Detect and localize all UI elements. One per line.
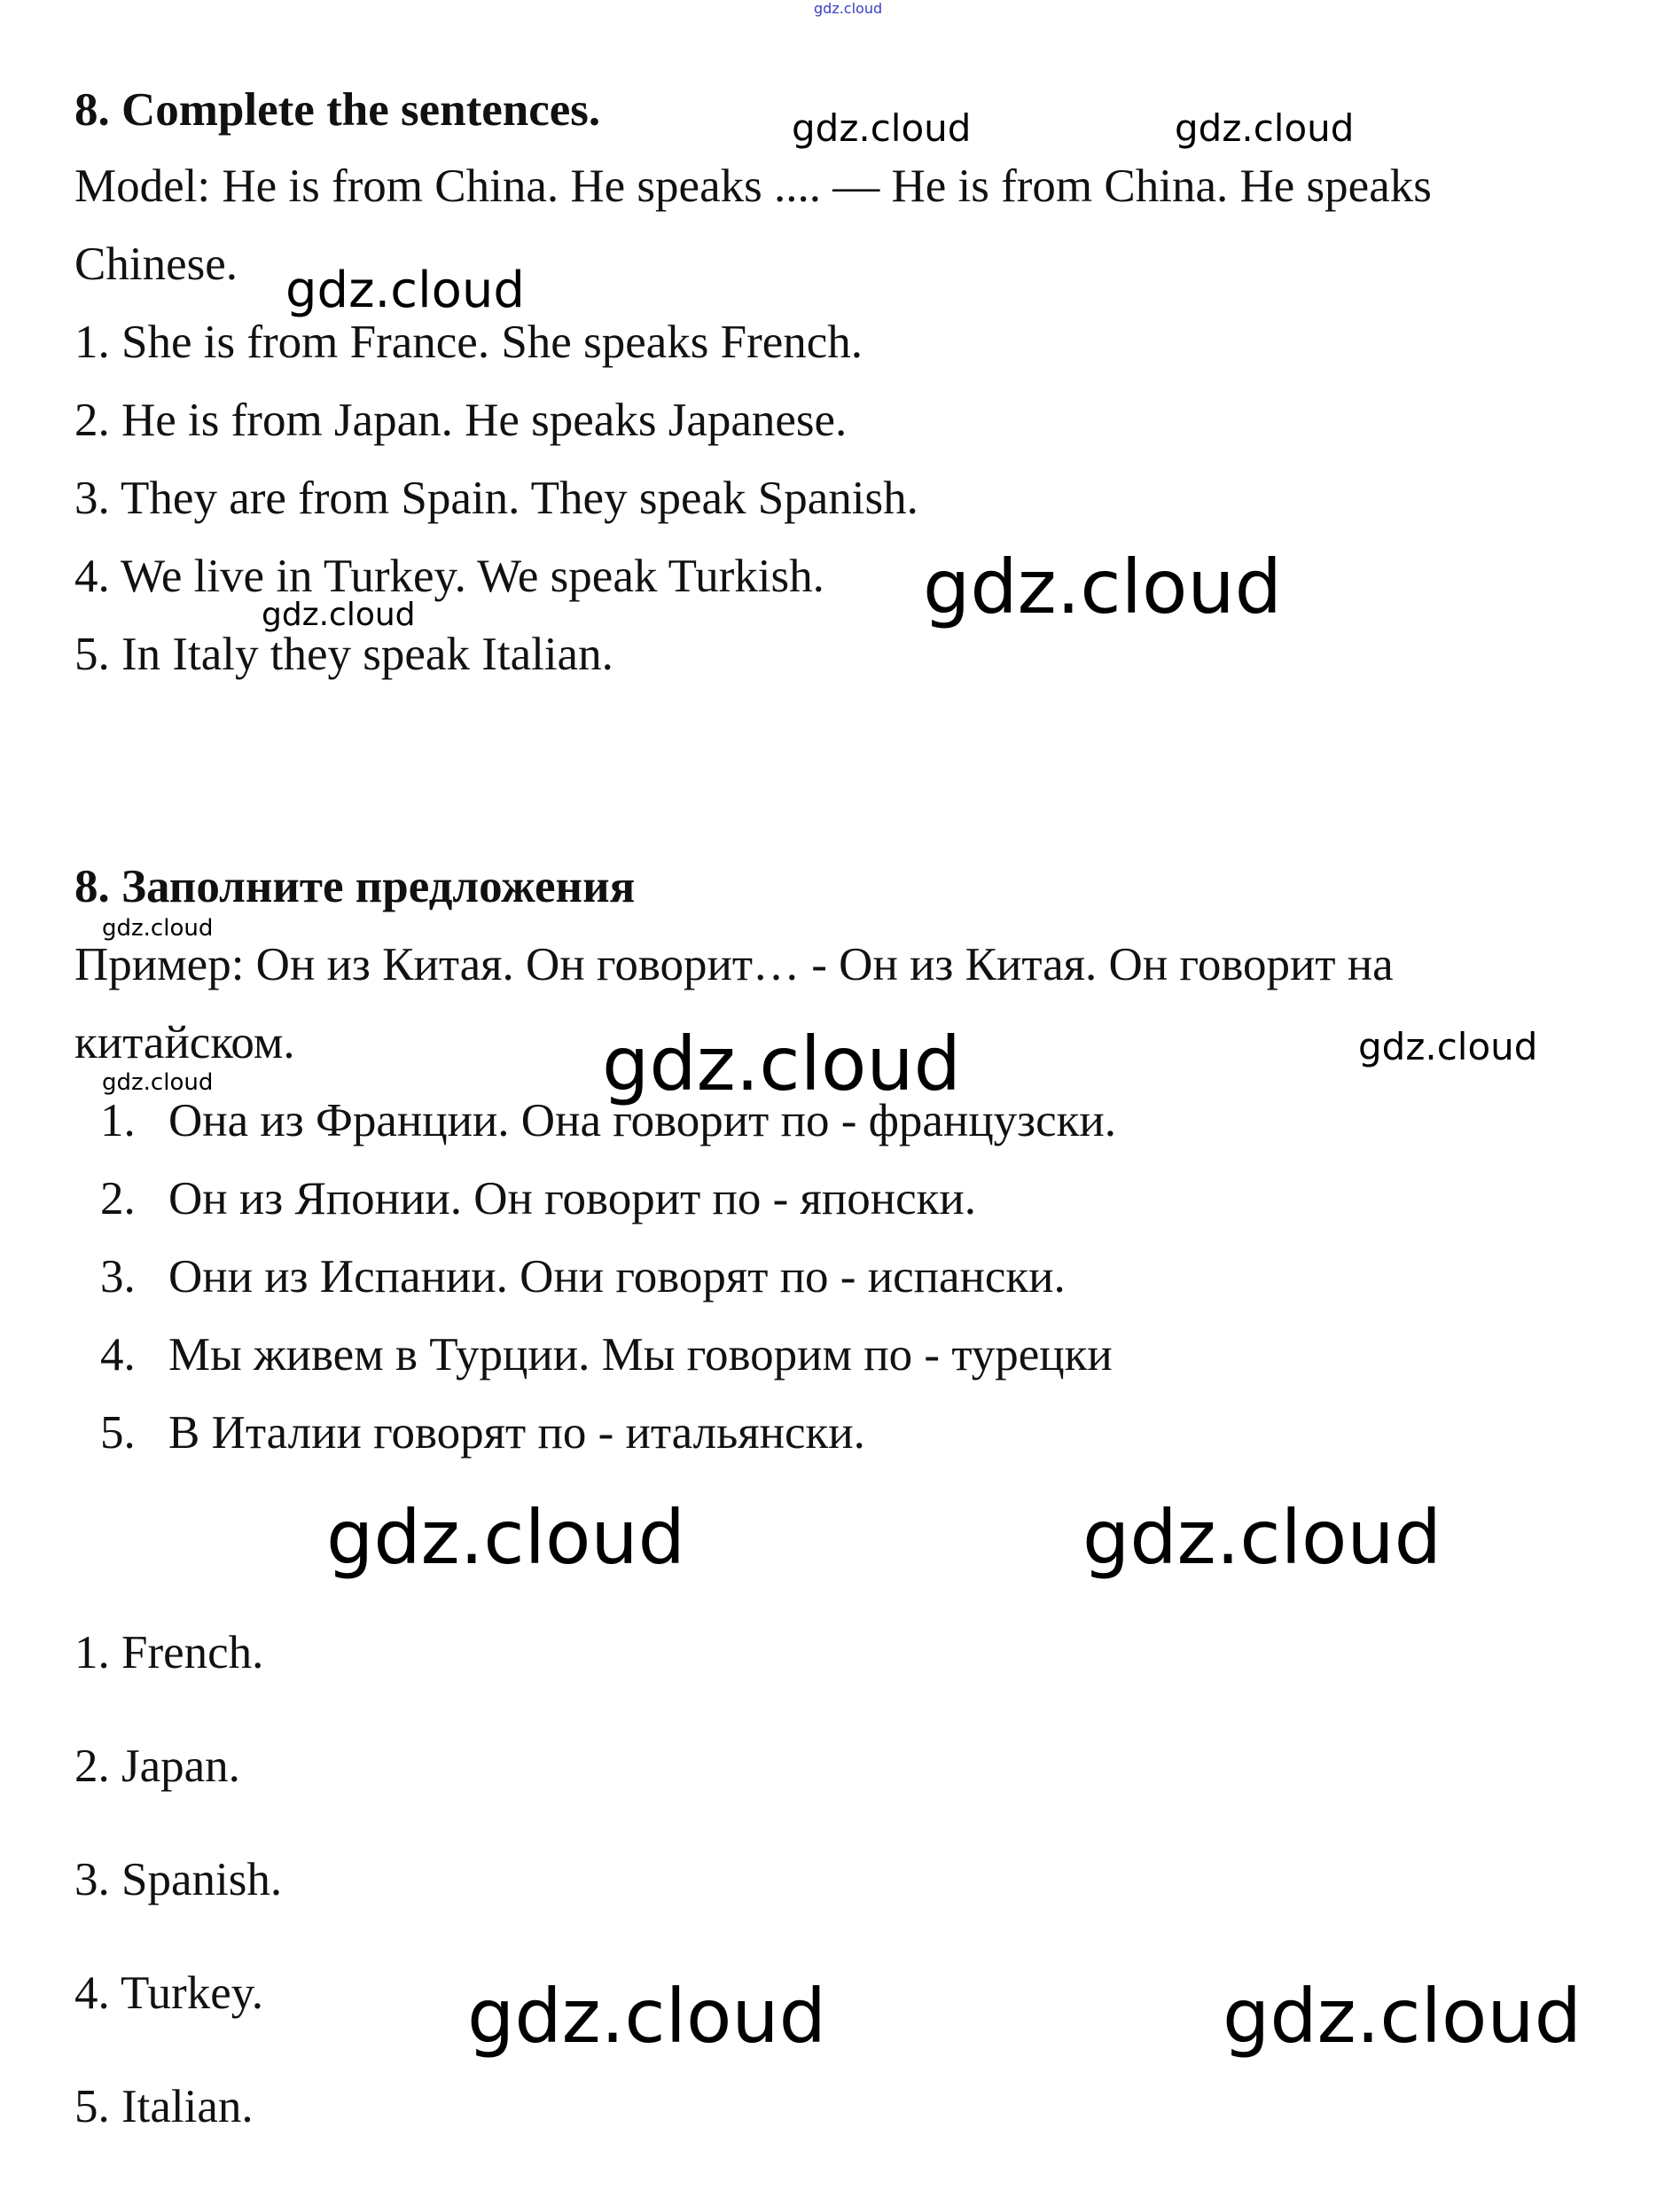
russian-item-number: 3. bbox=[100, 1251, 136, 1302]
russian-model-line2: китайском. bbox=[74, 1017, 295, 1068]
english-heading: 8. Complete the sentences. bbox=[74, 84, 601, 136]
watermark: gdz.cloud bbox=[102, 1069, 214, 1096]
watermark: gdz.cloud bbox=[602, 1021, 961, 1107]
answer-2: 2. Japan. bbox=[74, 1740, 240, 1792]
russian-item-number: 4. bbox=[100, 1329, 136, 1381]
english-model-line2: Chinese. bbox=[74, 239, 238, 290]
top-watermark: gdz.cloud bbox=[814, 0, 883, 17]
russian-item-number: 1. bbox=[100, 1095, 136, 1146]
russian-item-text: В Италии говорят по - итальянски. bbox=[168, 1407, 865, 1459]
russian-item-text: Мы живем в Турции. Мы говорим по - турецки bbox=[168, 1329, 1113, 1381]
russian-item-text: Он из Японии. Он говорит по - японски. bbox=[168, 1173, 976, 1224]
english-item-5: 5. In Italy they speak Italian. bbox=[74, 629, 613, 680]
watermark: gdz.cloud bbox=[1358, 1025, 1538, 1068]
watermark: gdz.cloud bbox=[1223, 1973, 1582, 2060]
russian-item-number: 5. bbox=[100, 1407, 136, 1459]
answer-1: 1. French. bbox=[74, 1627, 264, 1678]
russian-model-line1: Пример: Он из Китая. Он говорит… - Он из Китая. Он говорит на bbox=[74, 939, 1394, 990]
russian-item-number: 2. bbox=[100, 1173, 136, 1224]
russian-heading: 8. Заполните предложения bbox=[74, 861, 636, 912]
watermark: gdz.cloud bbox=[792, 106, 972, 150]
watermark: gdz.cloud bbox=[285, 262, 525, 319]
watermark: gdz.cloud bbox=[102, 915, 214, 942]
answer-5: 5. Italian. bbox=[74, 2081, 254, 2132]
watermark: gdz.cloud bbox=[923, 544, 1282, 630]
russian-item-text: Она из Франции. Она говорит по - французски. bbox=[168, 1095, 1117, 1146]
russian-item-text: Они из Испании. Они говорят по - испански. bbox=[168, 1251, 1066, 1302]
answer-3: 3. Spanish. bbox=[74, 1854, 283, 1905]
answer-4: 4. Turkey. bbox=[74, 1967, 264, 2019]
watermark: gdz.cloud bbox=[262, 597, 416, 633]
watermark: gdz.cloud bbox=[326, 1494, 685, 1581]
english-item-4: 4. We live in Turkey. We speak Turkish. bbox=[74, 551, 824, 602]
english-model-line1: Model: He is from China. He speaks .... — He is from China. He speaks bbox=[74, 160, 1432, 212]
watermark: gdz.cloud bbox=[1082, 1494, 1442, 1581]
english-item-1: 1. She is from France. She speaks French. bbox=[74, 317, 863, 368]
watermark: gdz.cloud bbox=[467, 1973, 826, 2060]
watermark: gdz.cloud bbox=[1175, 106, 1355, 150]
english-item-2: 2. He is from Japan. He speaks Japanese. bbox=[74, 395, 848, 446]
english-item-3: 3. They are from Spain. They speak Spanish. bbox=[74, 473, 918, 524]
